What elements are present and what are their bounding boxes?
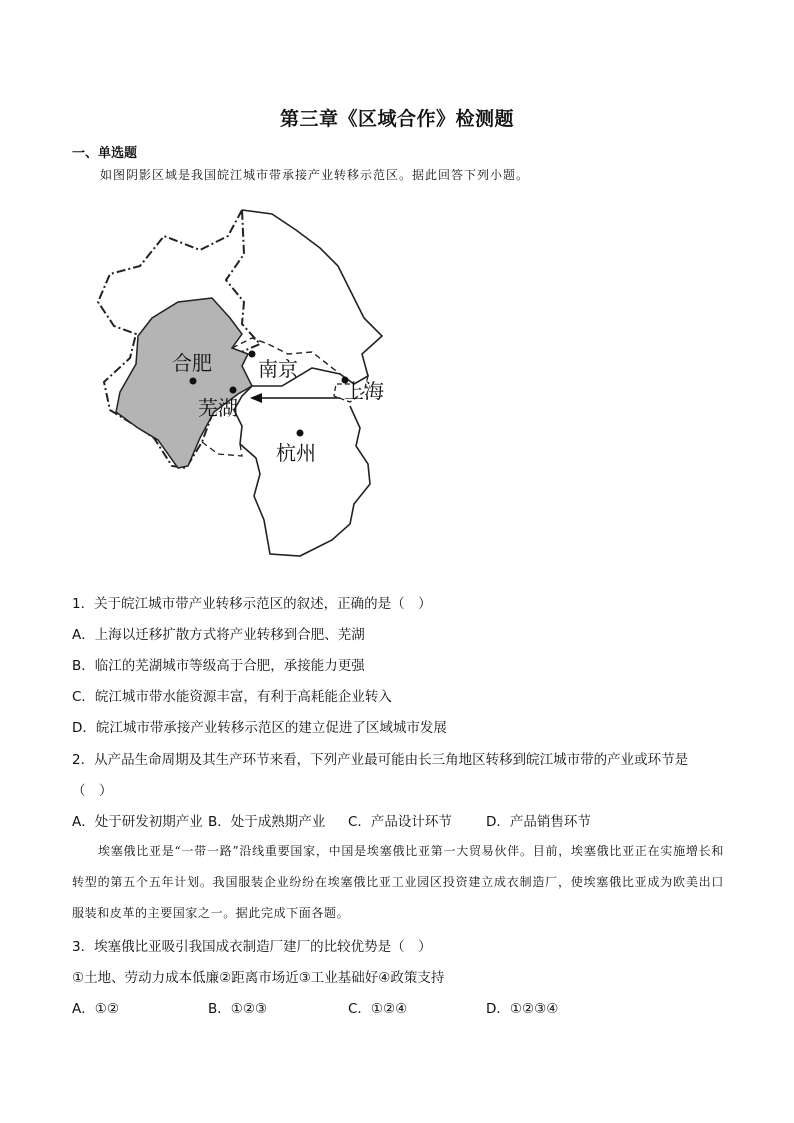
question-1-stem: 1．关于皖江城市带产业转移示范区的叙述，正确的是（ ）: [72, 596, 432, 612]
question-2-stem: 2．从产品生命周期及其生产环节来看，下列产业最可能由长三角地区转移到皖江城市带的产业或环节是: [72, 752, 689, 768]
wuhu-label: 芜湖: [198, 396, 238, 420]
question-3-option-d: D．①②③④: [486, 1001, 559, 1017]
question-1-option-c: C．皖江城市带水能资源丰富，有利于高耗能企业转入: [72, 689, 392, 705]
question-3-items: ①土地、劳动力成本低廉②距离市场近③工业基础好④政策支持: [72, 970, 445, 986]
anhui-zhejiang-boundary: [202, 442, 242, 456]
nanjing-label: 南京: [258, 357, 298, 381]
reading-passage: 埃塞俄比亚是“一带一路”沿线重要国家，中国是埃塞俄比亚第一大贸易伙伴。目前，埃塞俄比亚正在实施增长和转型的第五个五年计划。我国服装企业纷纷在埃塞俄比亚工业园区投资建立成衣制造厂，使埃塞俄比亚成为欧美出口服装和皮革的主要国家之一。据此完成下面各题。: [72, 844, 724, 920]
hangzhou-label: 杭州: [276, 441, 316, 465]
question-3-option-b: B．①②③: [208, 1001, 268, 1017]
wuhu-dot: [230, 387, 237, 394]
transfer-arrow-head: [250, 393, 262, 403]
question-1-option-b: B．临江的芜湖城市等级高于合肥，承接能力更强: [72, 658, 365, 674]
wanjiang-shaded-region: [116, 298, 252, 468]
question-2-option-c: C．产品设计环节: [348, 814, 452, 830]
page-title: 第三章《区域合作》检测题: [279, 108, 514, 130]
question-2-option-a: A．处于研发初期产业: [72, 814, 203, 830]
question-3-option-a: A．①②: [72, 1001, 119, 1017]
nanjing-dot: [249, 351, 256, 358]
question-intro: 如图阴影区域是我国皖江城市带承接产业转移示范区。据此回答下列小题。: [100, 168, 530, 182]
yangtze-delta-map: [92, 206, 400, 562]
question-3-option-c: C．①②④: [348, 1001, 408, 1017]
question-2-option-d: D．产品销售环节: [486, 814, 591, 830]
question-3-stem: 3．埃塞俄比亚吸引我国成衣制造厂建厂的比较优势是（ ）: [72, 939, 432, 955]
question-1-option-a: A．上海以迁移扩散方式将产业转移到合肥、芜湖: [72, 627, 365, 643]
question-2-option-b: B．处于成熟期产业: [208, 814, 326, 830]
shanghai-label: 上海: [344, 379, 384, 403]
hangzhou-dot: [297, 430, 304, 437]
hefei-label: 合肥: [172, 351, 212, 375]
zhejiang-boundary: [234, 386, 370, 556]
hefei-dot: [190, 378, 197, 385]
question-2-paren: （ ）: [72, 783, 113, 799]
question-1-option-d: D．皖江城市带承接产业转移示范区的建立促进了区域城市发展: [72, 720, 447, 736]
section-heading: 一、单选题: [72, 146, 138, 161]
